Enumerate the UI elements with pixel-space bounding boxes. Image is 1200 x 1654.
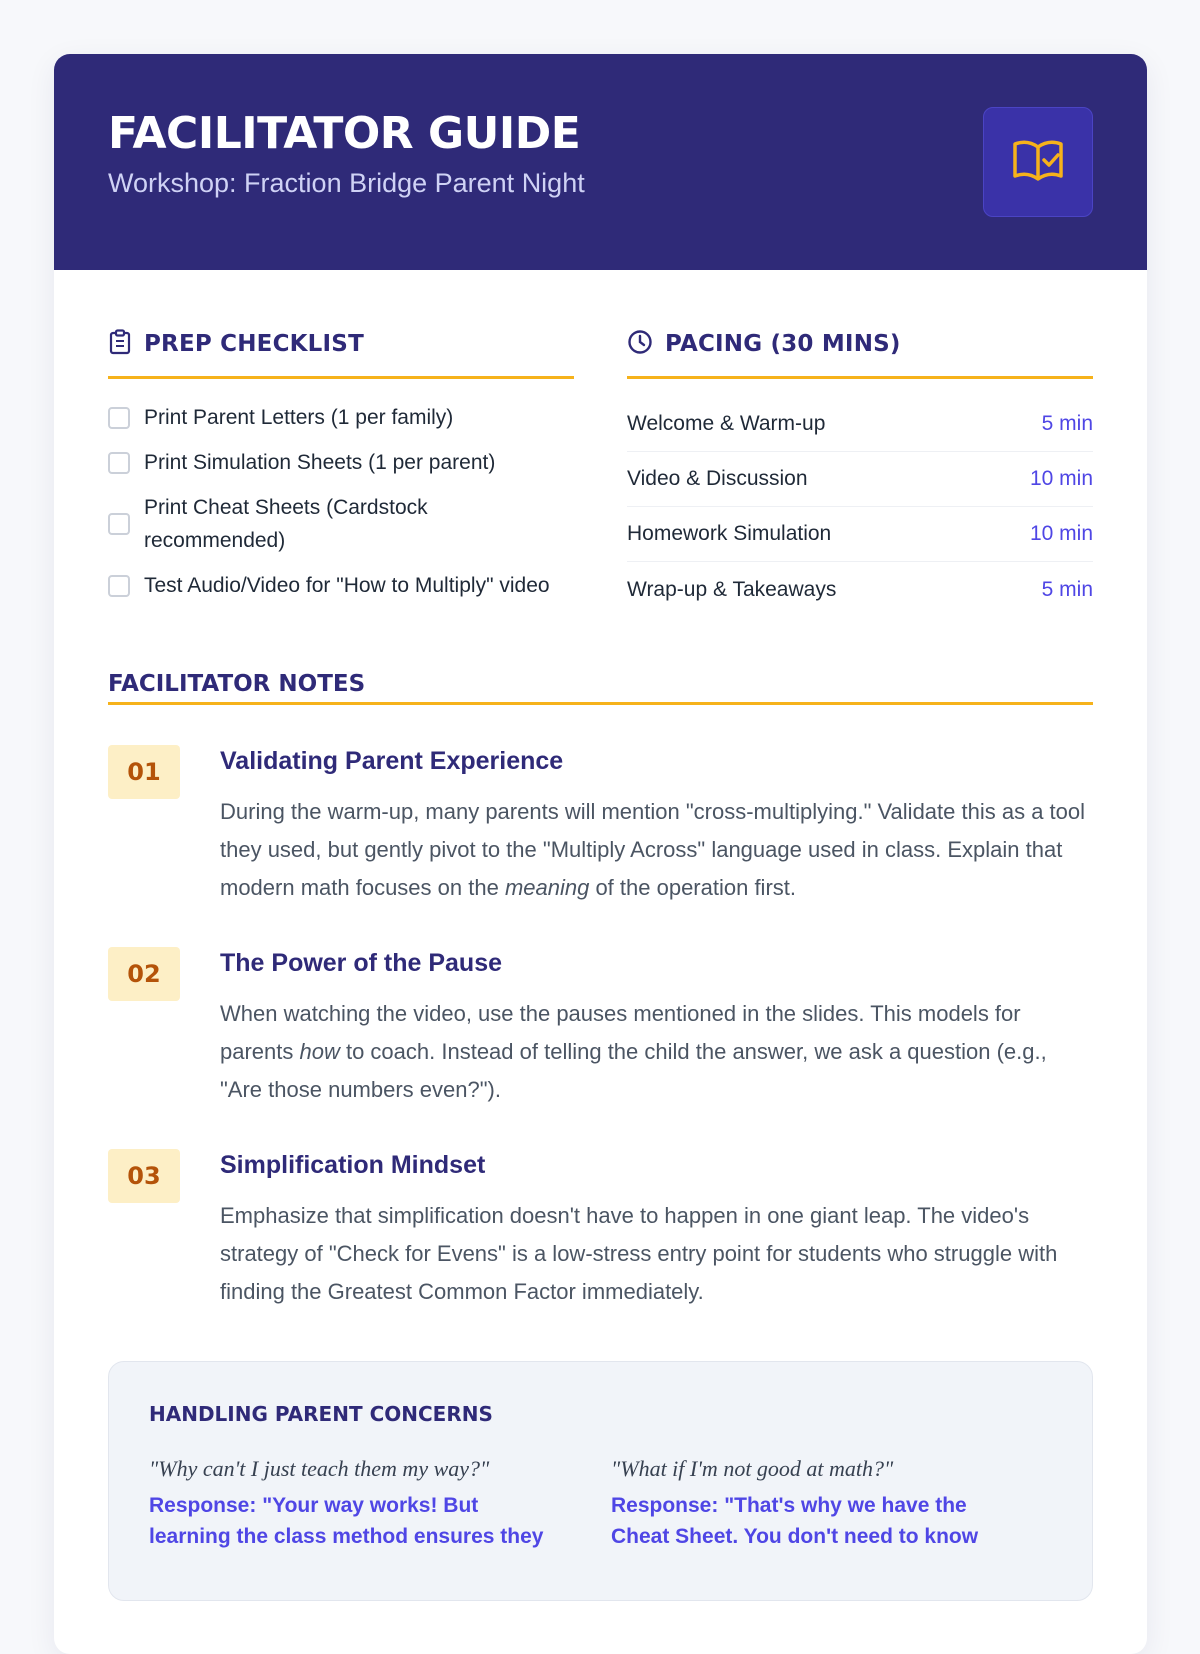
note-title: Validating Parent Experience: [220, 747, 564, 775]
prep-checklist-section: [108, 324, 574, 617]
concern-response: Response: "Your way works! But learning the class method ensures they: [149, 1494, 544, 1548]
concern-response: Response: "That's why we have the Cheat Sheet. You don't need to know: [611, 1494, 979, 1548]
checkbox[interactable]: [108, 513, 130, 535]
checklist-item[interactable]: Test Audio/Video for "How to Multiply" video: [108, 569, 574, 602]
header: [54, 54, 1147, 270]
pacing-heading: PACING (30 MINS): [665, 331, 901, 357]
note-number: 01: [108, 745, 180, 799]
concern-question: "What if I'm not good at math?": [611, 1456, 894, 1481]
facilitator-notes-heading: FACILITATOR NOTES: [108, 670, 366, 697]
pacing-section: [627, 324, 1093, 617]
checkbox[interactable]: [108, 407, 130, 429]
pacing-row: Homework Simulation 10 min: [627, 507, 1093, 562]
note-text: During the warm-up, many parents will mention "cross-multiplying." Validate this as a tool they used, but gently pivot to the "Multiply Across" language used in class. Explain that modern math focuses on the meaning of the operation first.: [220, 799, 1086, 900]
note-title: Simplification Mindset: [220, 1151, 486, 1179]
note-item: [108, 743, 1093, 907]
note-number: 02: [108, 947, 180, 1001]
note-text: Emphasize that simplification doesn't have to happen in one giant leap. The video's strategy of "Check for Evens" is a low-stress entry point for students who struggle with finding the Greatest Common Factor immediately.: [220, 1203, 1058, 1304]
clock-icon: [627, 329, 653, 359]
book-check-icon: [983, 107, 1093, 217]
prep-checklist-heading: PREP CHECKLIST: [144, 331, 364, 357]
page-title: FACILITATOR GUIDE: [108, 108, 581, 159]
parent-concerns-heading: HANDLING PARENT CONCERNS: [149, 1402, 493, 1426]
facilitator-notes-heading-bar: [108, 665, 1093, 705]
workshop-subtitle: Workshop: Fraction Bridge Parent Night: [108, 168, 585, 198]
checklist-item[interactable]: Print Cheat Sheets (Cardstock recommended): [108, 491, 574, 557]
guide-card: [54, 54, 1147, 1654]
pacing-row: Wrap-up & Takeaways 5 min: [627, 577, 1093, 601]
note-title: The Power of the Pause: [220, 949, 503, 977]
pacing-row: Welcome & Warm-up 5 min: [627, 397, 1093, 452]
concern-item: [611, 1456, 1025, 1552]
note-number: 03: [108, 1149, 180, 1203]
checkbox[interactable]: [108, 452, 130, 474]
clipboard-icon: [108, 329, 132, 359]
concern-question: "Why can't I just teach them my way?": [149, 1456, 490, 1481]
pacing-row: Video & Discussion 10 min: [627, 452, 1093, 507]
concern-item: [149, 1456, 563, 1552]
checkbox[interactable]: [108, 575, 130, 597]
checklist-item[interactable]: Print Simulation Sheets (1 per parent): [108, 446, 574, 479]
parent-concerns-panel: [108, 1361, 1093, 1601]
checklist-item[interactable]: Print Parent Letters (1 per family): [108, 401, 574, 434]
note-item: [108, 1147, 1093, 1311]
note-text: When watching the video, use the pauses mentioned in the slides. This models for parents how to coach. Instead of telling the child the answer, we ask a question (e.g., "Are those numbers even?").: [220, 1001, 1047, 1102]
note-item: [108, 945, 1093, 1109]
